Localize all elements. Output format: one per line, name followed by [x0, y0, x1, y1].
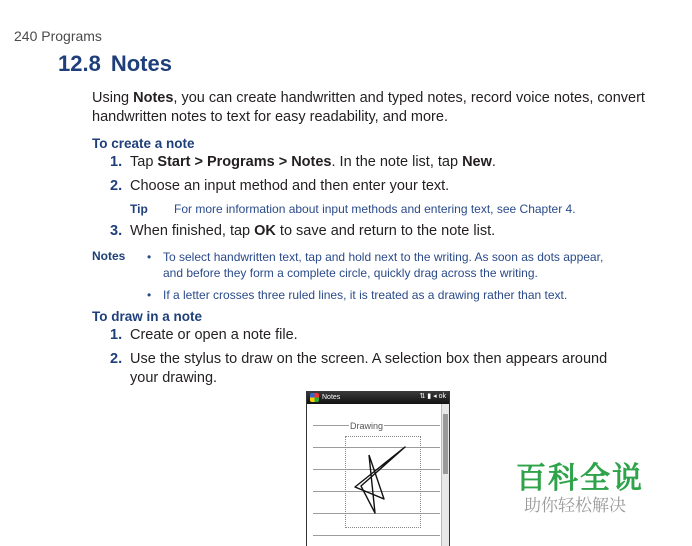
step-text: When finished, tap — [130, 223, 255, 239]
intro-text-pre: Using — [92, 90, 134, 106]
phone-screenshot — [306, 391, 450, 546]
draw-step-2 — [110, 350, 610, 388]
tip-box — [130, 202, 576, 216]
chapter-heading — [58, 51, 172, 77]
intro-bold: Notes — [133, 90, 174, 106]
bullet-dot: • — [147, 250, 152, 264]
star-drawing[interactable] — [307, 391, 449, 546]
drawing-label: Drawing — [350, 421, 384, 431]
intro-paragraph — [92, 89, 652, 127]
create-step-1 — [110, 153, 496, 172]
tip-label: Tip — [130, 202, 148, 216]
signal-icon[interactable]: ⇅ ▮ — [419, 393, 432, 400]
phone-app-title: Notes — [322, 394, 341, 401]
step-text: Use the stylus to draw on the screen. A selection box then appears around your drawing. — [130, 351, 608, 386]
watermark-logo: 百科全说 — [516, 461, 644, 496]
step-text: Create or open a note file. — [130, 327, 298, 343]
chapter-number: 12.8 — [58, 51, 101, 76]
step-bold: New — [462, 154, 492, 170]
draw-note-heading: To draw in a note — [92, 309, 203, 324]
create-note-heading: To create a note — [92, 136, 195, 151]
step-number: 3. — [110, 223, 123, 239]
step-text: . In the note list, tap — [331, 154, 463, 170]
page-header — [14, 28, 102, 44]
chapter-title: Notes — [110, 51, 172, 76]
ok-button[interactable]: ok — [438, 393, 446, 400]
notes-bullet-1 — [147, 249, 613, 281]
page-number: 240 — [14, 28, 38, 44]
step-bold: OK — [254, 223, 276, 239]
step-number: 1. — [110, 327, 123, 343]
step-bold: Start > Programs > Notes — [157, 154, 332, 170]
tip-text: For more information about input methods and entering text, see Chapter 4. — [174, 202, 576, 216]
step-number: 1. — [110, 154, 123, 170]
step-text: Tap — [130, 154, 158, 170]
bullet-text: To select handwritten text, tap and hold next to the writing. As soon as dots appear, and before they form a complete circle, quickly drag across the writing. — [163, 250, 604, 280]
bullet-dot: • — [147, 288, 152, 302]
create-step-2 — [110, 177, 449, 196]
volume-icon[interactable]: ◂ — [433, 393, 437, 400]
create-step-3 — [110, 222, 495, 241]
step-number: 2. — [110, 351, 123, 367]
watermark-slogan: 助你轻松解决 — [524, 496, 626, 516]
draw-step-1 — [110, 326, 298, 345]
step-number: 2. — [110, 178, 123, 194]
step-text: Choose an input method and then enter your text. — [130, 178, 450, 194]
notes-bullet-2 — [147, 287, 613, 303]
bullet-text: If a letter crosses three ruled lines, it is treated as a drawing rather than text. — [163, 288, 568, 302]
step-text: to save and return to the note list. — [275, 223, 496, 239]
intro-text-post: , you can create handwritten and typed notes, record voice notes, convert handwritten notes to text for easy readability, and more. — [92, 90, 645, 125]
section-name: Programs — [41, 28, 102, 44]
notes-label: Notes — [92, 249, 126, 263]
step-text: . — [491, 154, 496, 170]
